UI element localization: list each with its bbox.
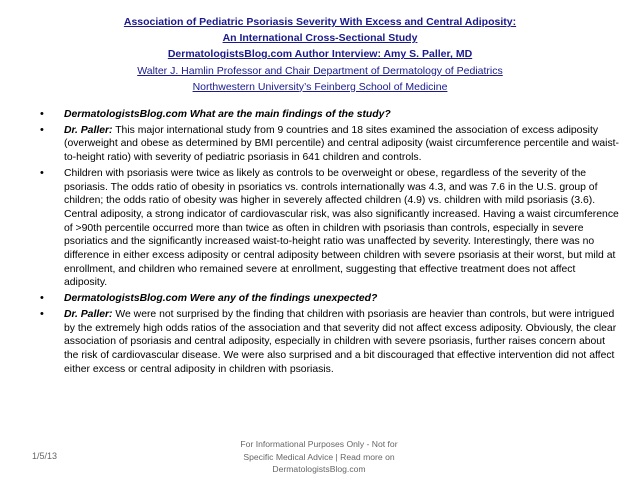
author-title-link[interactable]: Walter J. Hamlin Professor and Chair Department of Dermatology of Pediatrics: [137, 64, 503, 77]
answer-main-findings: [40, 124, 620, 165]
footer-line: For Informational Purposes Only - Not for: [240, 439, 398, 449]
question-main-findings: [40, 108, 620, 122]
answer-text: We were not surprised by the finding that children with psoriasis are heavier than controls, but were intrigued by the extremely high odds ratios of the association and that severity did not affect excess adiposity. Obviously, the clear association of psoriasis and central adiposity, especially in children with severe psoriasis, further raises concern about the risk of cardiovascular disease. We were also surprised and a bit discouraged that effective intervention did not affect either excess or central adiposity in children with psoriasis.: [64, 308, 617, 375]
article-title-link[interactable]: Association of Pediatric Psoriasis Severity With Excess and Central Adiposity:: [123, 16, 517, 28]
answer-findings-detail: [40, 167, 620, 290]
question-text: DermatologistsBlog.com What are the main findings of the study?: [64, 109, 391, 120]
institution-link[interactable]: Northwestern University’s Feinberg School of Medicine: [192, 80, 448, 93]
footer-line: DermatologistsBlog.com: [272, 464, 366, 474]
answer-unexpected-findings: [40, 308, 620, 377]
interview-body: [40, 108, 620, 378]
footer-date: 1/5/13: [32, 451, 58, 461]
answer-text: Children with psoriasis were twice as likely as controls to be overweight or obese, regardless of the severity of the psoriasis. The odds ratio of obesity in psoriatics vs. controls internationally was 4.3, and was 7.6 in the U.S. group of children; the odds ratio of obesity was higher in severely affected children (4.9) vs. children with mild psoriasis (3.6). Central adiposity, a strong indicator of cardiovascular risk, was also significantly increased. Having a waist circumference of >90th percentile occurred more than twice as often in children with psoriasis than controls, especially in severe psoriatics and the significantly increased waist-to-height ratio was unaffected by severity. Interestingly, there was no difference in either excess adiposity or central adiposity between children with severe psoriasis at their worst, but mild at enrollment, and children who remained severe at enrollment, suggesting that effective treatment does not affect adiposity.: [64, 167, 619, 289]
article-subtitle-link[interactable]: An International Cross-Sectional Study: [222, 32, 418, 45]
question-unexpected-findings: [40, 292, 620, 306]
interview-header: [90, 14, 550, 95]
speaker-label: Dr. Paller:: [64, 308, 113, 320]
answer-text: This major international study from 9 countries and 18 sites examined the association of excess adiposity (overweight and obese as determined by BMI percentile) and central adiposity (waist circumference percentile and waist-to-height ratio) with severity of pediatric psoriasis in 641 children and controls.: [64, 124, 620, 164]
author-interview-link[interactable]: DermatologistsBlog.com Author Interview: Amy S. Paller, MD: [167, 48, 473, 61]
footer-disclaimer: [214, 438, 424, 476]
speaker-label: Dr. Paller:: [64, 124, 113, 136]
question-text: DermatologistsBlog.com Were any of the findings unexpected?: [64, 293, 378, 305]
footer-line: Specific Medical Advice | Read more on: [243, 451, 395, 462]
